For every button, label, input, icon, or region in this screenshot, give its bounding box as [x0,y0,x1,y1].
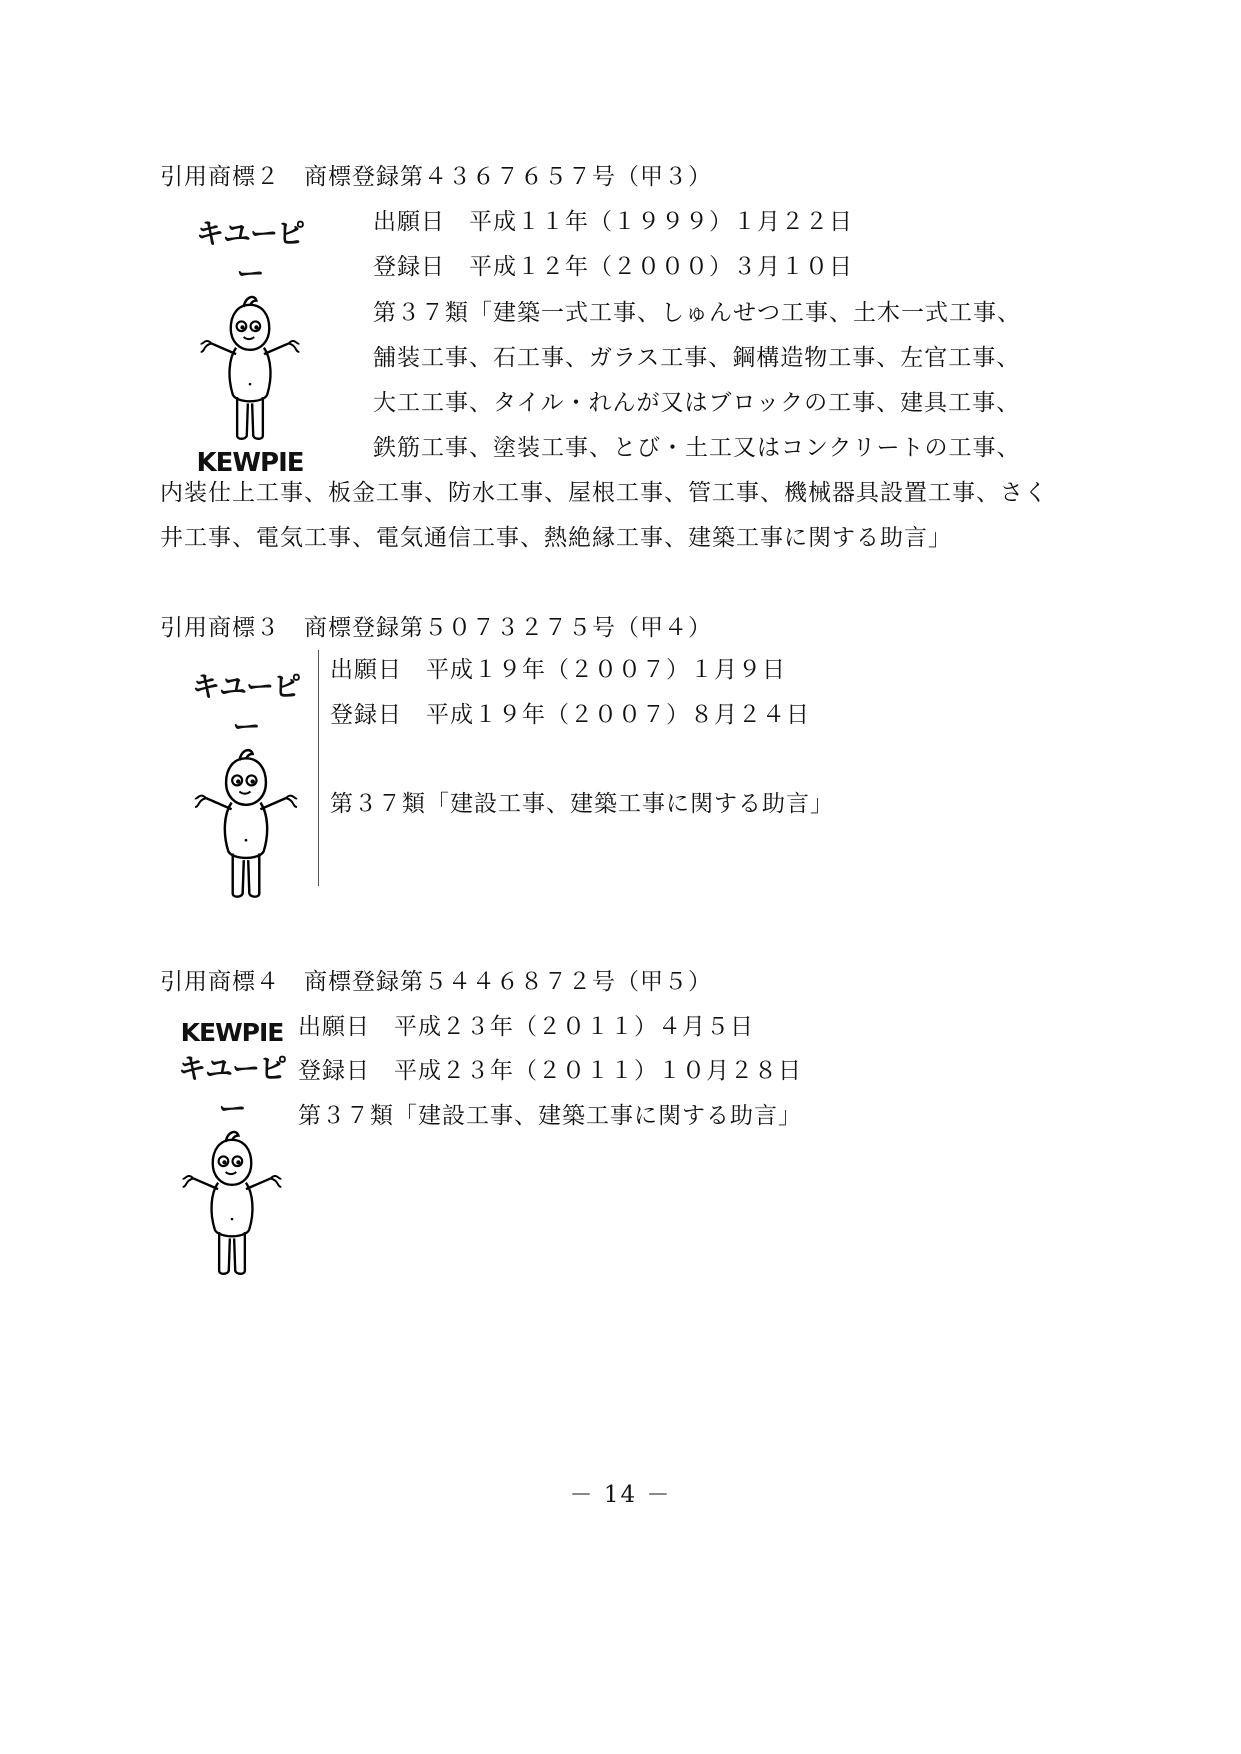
mark2-line-5: 大工工事、タイル・れんが又はブロックの工事、建具工事、 [373,390,1021,416]
kewpie-figure-icon [190,292,310,442]
logo-kana: キユーピー [191,670,300,743]
mark2-wide-line-2: 井工事、電気工事、電気通信工事、熱絶縁工事、建築工事に関する助言」 [160,525,952,551]
mark3-classes: 第３７類「建設工事、建築工事に関する助言」 [330,791,834,817]
logo-latin: KEWPIE [180,1018,284,1047]
page-number: － 14 － [569,1482,672,1508]
mark2-line-4: 舗装工事、石工事、ガラス工事、鋼構造物工事、左官工事、 [373,345,1021,371]
mark4-heading: 引用商標４ 商標登録第５４４６８７２号（甲５） [160,969,712,995]
mark2-line-2: 登録日 平成１２年（２０００）３月１０日 [373,254,853,280]
mark4-registration-date: 登録日 平成２３年（２０１１）１０月２８日 [298,1058,802,1084]
mark2-line-3: 第３７類「建築一式工事、しゅんせつ工事、土木一式工事、 [373,300,1021,326]
mark2-wide-line-1: 内装仕上工事、板金工事、防水工事、屋根工事、管工事、機械器具設置工事、さく [160,480,1048,506]
kewpie-figure-icon [186,745,306,900]
mark2-line-6: 鉄筋工事、塗装工事、とび・土工又はコンクリートの工事、 [373,435,1021,461]
logo-kana: キユーピー [195,217,304,290]
mark4-classes: 第３７類「建設工事、建築工事に関する助言」 [298,1103,802,1129]
logo-kana: キユーピー [177,1052,286,1125]
logo-latin: KEWPIE [196,448,304,478]
mark3-filing-date: 出願日 平成１９年（２００７）１月９日 [330,657,786,683]
kewpie-logo-mark2 [190,212,310,478]
kewpie-logo-mark3 [186,665,306,906]
vertical-rule [318,650,319,886]
mark3-heading: 引用商標３ 商標登録第５０７３２７５号（甲４） [160,615,712,641]
kewpie-figure-icon [172,1127,292,1277]
mark3-registration-date: 登録日 平成１９年（２００７）８月２４日 [330,702,810,728]
kewpie-logo-mark4 [172,1018,292,1283]
mark2-line-1: 出願日 平成１１年（１９９９）１月２２日 [373,209,853,235]
mark4-filing-date: 出願日 平成２３年（２０１１）４月５日 [298,1014,754,1040]
mark2-heading: 引用商標２ 商標登録第４３６７６５７号（甲３） [160,164,712,190]
